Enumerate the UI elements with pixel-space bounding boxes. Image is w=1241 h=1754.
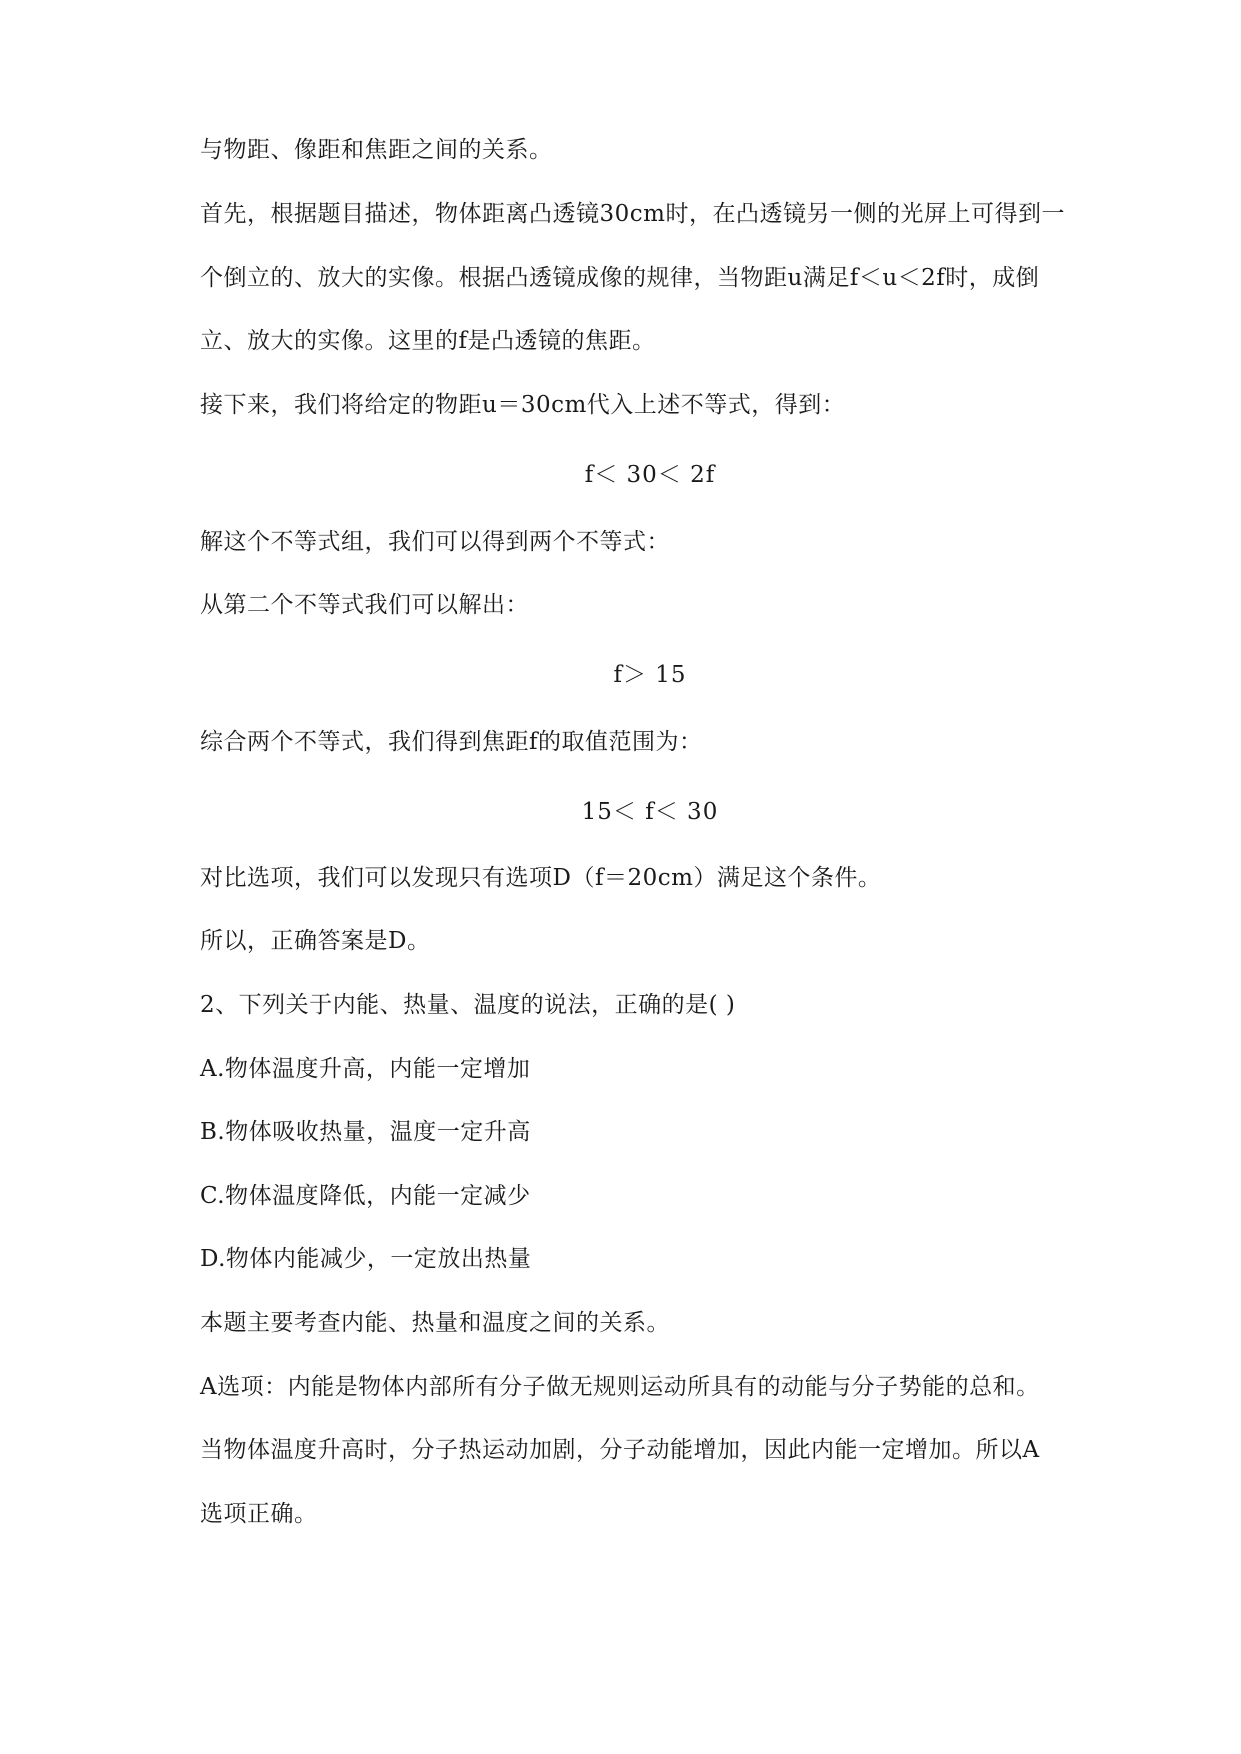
text-line: 从第二个不等式我们可以解出：: [200, 592, 529, 618]
text-line: A选项：内能是物体内部所有分子做无规则运动所具有的动能与分子势能的总和。: [200, 1374, 1040, 1400]
option-d: D.物体内能减少，一定放出热量: [200, 1246, 532, 1272]
formula-range: 15＜ f＜ 30: [581, 799, 719, 825]
text-line: 接下来，我们将给定的物距u＝30cm代入上述不等式，得到：: [200, 392, 846, 418]
text-line: 对比选项，我们可以发现只有选项D（f＝20cm）满足这个条件。: [200, 865, 882, 891]
question-stem: 2、下列关于内能、热量、温度的说法，正确的是( ): [200, 992, 736, 1018]
text-line: 首先，根据题目描述，物体距离凸透镜30cm时，在凸透镜另一侧的光屏上可得到一: [200, 201, 1065, 227]
text-line: 立、放大的实像。这里的f是凸透镜的焦距。: [200, 328, 656, 354]
text-line: 选项正确。: [200, 1501, 318, 1527]
option-b: B.物体吸收热量，温度一定升高: [200, 1119, 531, 1145]
text-line: 与物距、像距和焦距之间的关系。: [200, 137, 553, 163]
option-c: C.物体温度降低，内能一定减少: [200, 1183, 531, 1209]
text-line: 个倒立的、放大的实像。根据凸透镜成像的规律，当物距u满足f＜u＜2f时，成倒: [200, 265, 1040, 291]
formula-inequality: f＜ 30＜ 2f: [584, 462, 716, 488]
text-line: 解这个不等式组，我们可以得到两个不等式：: [200, 529, 670, 555]
text-line: 当物体温度升高时，分子热运动加剧，分子动能增加，因此内能一定增加。所以A: [200, 1437, 1040, 1463]
text-line: 所以，正确答案是D。: [200, 928, 431, 954]
formula-lower-bound: f＞ 15: [613, 662, 687, 688]
text-line: 综合两个不等式，我们得到焦距f的取值范围为：: [200, 729, 703, 755]
text-line: 本题主要考查内能、热量和温度之间的关系。: [200, 1310, 670, 1336]
option-a: A.物体温度升高，内能一定增加: [200, 1056, 531, 1082]
